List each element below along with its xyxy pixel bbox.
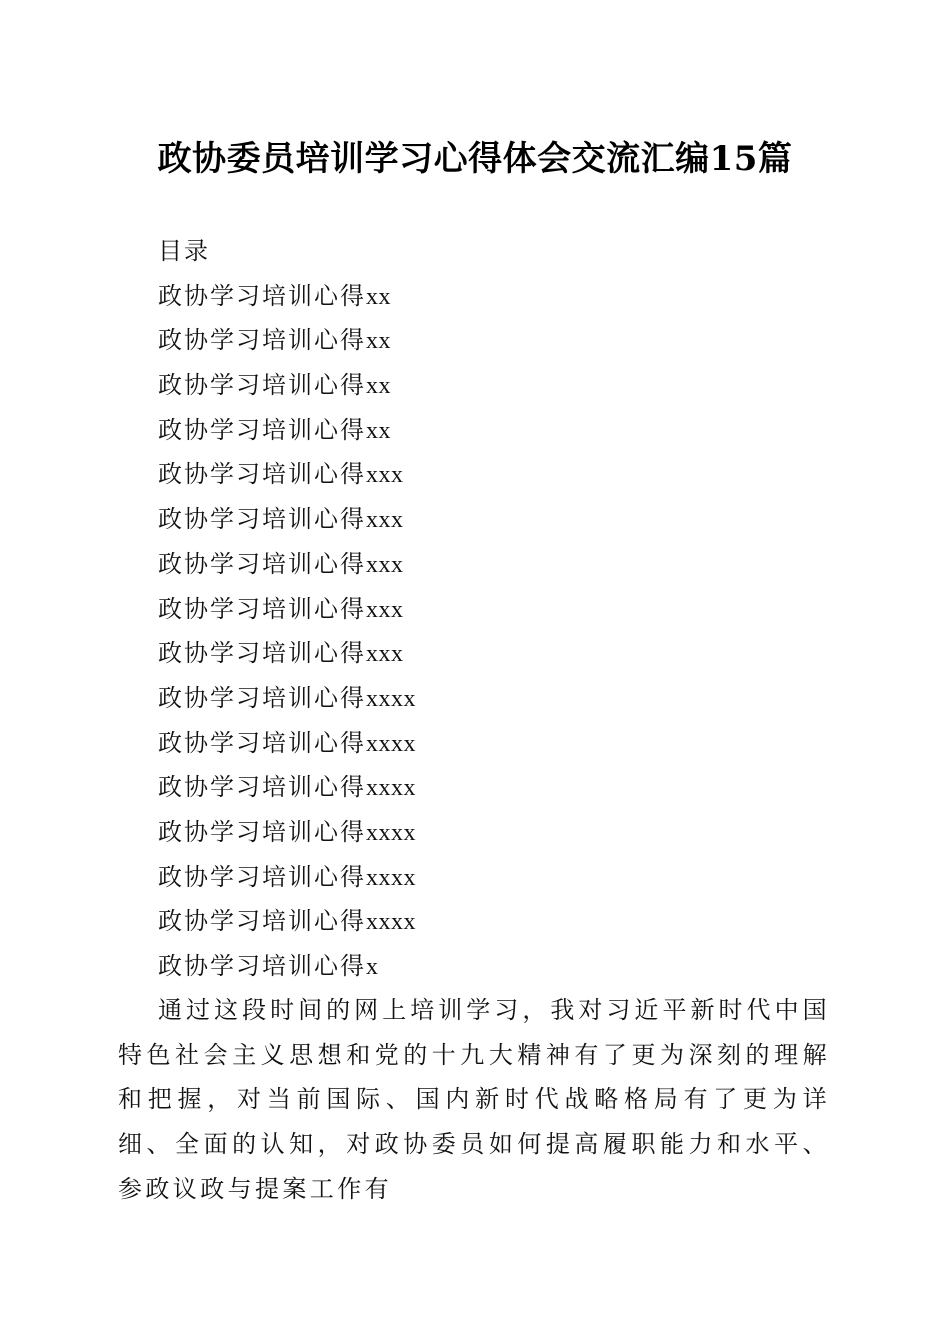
toc-item[interactable] xyxy=(158,408,858,453)
document-title: 政协委员培训学习心得体会交流汇编15篇 xyxy=(157,139,793,179)
toc-item[interactable] xyxy=(158,274,858,319)
toc-item[interactable] xyxy=(158,810,858,855)
toc-item[interactable] xyxy=(158,318,858,363)
toc-item[interactable] xyxy=(158,899,858,944)
toc-item-label: 政协学习培训心得 xyxy=(158,817,366,846)
toc-item-number: xxxx xyxy=(366,730,416,757)
toc-item-label: 政协学习培训心得 xyxy=(158,415,366,444)
toc-item[interactable] xyxy=(158,363,858,408)
toc-item[interactable] xyxy=(158,497,858,542)
body-paragraph: 通过这段时间的网上培训学习，我对习近平新时代中国特色社会主义思想和党的十九大精神有了更为深刻的理解和把握，对当前国际、国内新时代战略格局有了更为详细、全面的认知，对政协委员如何提高履职能力和水平、参政议政与提案工作有 xyxy=(118,996,830,1203)
toc-item[interactable] xyxy=(158,765,858,810)
toc-item-label: 政协学习培训心得 xyxy=(158,460,366,489)
toc-item-number: xx xyxy=(366,283,391,310)
toc-item[interactable] xyxy=(158,631,858,676)
toc-item-number: xxxx xyxy=(366,909,416,936)
toc-item-number: xxxx xyxy=(366,775,416,802)
toc-item-number: xxxx xyxy=(366,819,416,846)
toc-item-label: 政协学习培训心得 xyxy=(158,639,366,668)
toc-item-label: 政协学习培训心得 xyxy=(158,594,366,623)
toc-item-number: xxx xyxy=(366,462,404,489)
toc-item[interactable] xyxy=(158,721,858,766)
toc-item-number: xxxx xyxy=(366,685,416,712)
toc-item-label: 政协学习培训心得 xyxy=(158,907,366,936)
toc-item[interactable] xyxy=(158,542,858,587)
toc-item[interactable] xyxy=(158,676,858,721)
table-of-contents xyxy=(158,229,858,989)
toc-item-label: 政协学习培训心得 xyxy=(158,326,366,355)
toc-item-label: 政协学习培训心得 xyxy=(158,862,366,891)
toc-heading: 目录 xyxy=(158,237,210,265)
toc-item-number: x xyxy=(366,954,379,980)
toc-item-label: 政协学习培训心得 xyxy=(158,505,366,534)
toc-item-number: xx xyxy=(366,373,391,400)
toc-item-number: xxxx xyxy=(366,864,416,891)
toc-item-label: 政协学习培训心得 xyxy=(158,728,366,757)
toc-item-label: 政协学习培训心得 xyxy=(158,952,366,980)
toc-item-number: xx xyxy=(366,328,391,355)
toc-item-label: 政协学习培训心得 xyxy=(158,549,366,578)
toc-item-number: xxx xyxy=(366,641,404,668)
toc-item-label: 政协学习培训心得 xyxy=(158,773,366,802)
toc-item[interactable] xyxy=(158,944,858,989)
toc-item-label: 政协学习培训心得 xyxy=(158,371,366,400)
toc-item-label: 政协学习培训心得 xyxy=(158,281,366,310)
toc-item-number: xxx xyxy=(366,551,404,578)
toc-item[interactable] xyxy=(158,452,858,497)
toc-item-number: xx xyxy=(366,417,391,444)
toc-list xyxy=(158,274,858,989)
toc-item-number: xxx xyxy=(366,596,404,623)
toc-item[interactable] xyxy=(158,855,858,900)
toc-item-label: 政协学习培训心得 xyxy=(158,683,366,712)
toc-item[interactable] xyxy=(158,587,858,632)
toc-item-number: xxx xyxy=(366,507,404,534)
